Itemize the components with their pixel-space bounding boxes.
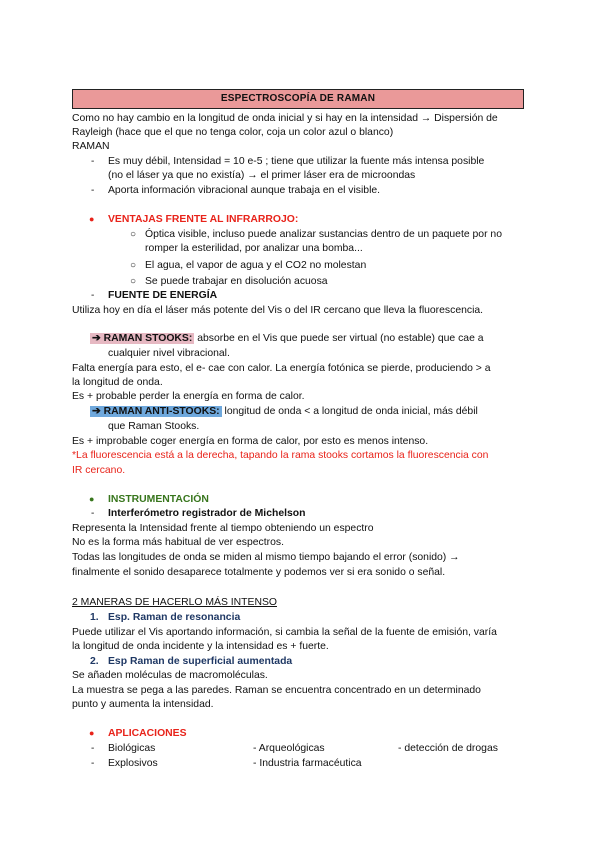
anti-stooks-line-1 bbox=[90, 405, 478, 418]
instrumentacion-line-2: No es la forma más habitual de ver espectros. bbox=[72, 537, 284, 548]
ventajas-item-1-line-2: romper la esterilidad, por analizar una bomba... bbox=[145, 243, 363, 254]
raman-label: RAMAN bbox=[72, 141, 110, 152]
aplicacion-biologicas: Biológicas bbox=[108, 743, 156, 754]
resonancia-line-2: la longitud de onda incidente y la intensidad es + fuerte. bbox=[72, 641, 329, 652]
intro-line-1: Como no hay cambio en la longitud de onda inicial y si hay en la intensidad → Dispersión de bbox=[72, 113, 498, 124]
aplicacion-explosivos: Explosivos bbox=[108, 758, 158, 769]
anti-stooks-para-1: Es + improbable coger energía en forma de calor, por esto es menos intenso. bbox=[72, 436, 429, 447]
circle-bullet: ○ bbox=[130, 276, 137, 287]
dash-bullet: - bbox=[91, 185, 95, 196]
superficial-line-1: Se añaden moléculas de macromoléculas. bbox=[72, 670, 268, 681]
fuente-heading: FUENTE DE ENERGÍA bbox=[108, 290, 218, 301]
instrumentacion-heading: INSTRUMENTACIÓN bbox=[108, 494, 209, 505]
instrumentacion-line-4: finalmente el sonido desaparece totalmente y podemos ver si era sonido o señal. bbox=[72, 567, 446, 578]
michelson-subheading: Interferómetro registrador de Michelson bbox=[108, 508, 306, 519]
aplicacion-industria-farmaceutica: - Industria farmacéutica bbox=[253, 758, 362, 769]
instrumentacion-line-1: Representa la Intensidad frente al tiempo obteniendo un espectro bbox=[72, 523, 374, 534]
anti-stooks-text-1: longitud de onda < a longitud de onda inicial, más débil bbox=[221, 406, 478, 417]
stooks-line-1 bbox=[90, 332, 484, 345]
maneras-number-1: 1. bbox=[90, 612, 99, 623]
aplicacion-arqueologicas: - Arqueológicas bbox=[253, 743, 325, 754]
aplicacion-deteccion-drogas: - detección de drogas bbox=[398, 743, 498, 754]
green-dot-bullet: ● bbox=[89, 494, 95, 504]
superficial-heading: Esp Raman de superficial aumentada bbox=[108, 656, 293, 667]
maneras-heading: 2 MANERAS DE HACERLO MÁS INTENSO bbox=[72, 597, 277, 608]
dash-bullet: - bbox=[91, 758, 95, 769]
ventajas-item-2: El agua, el vapor de agua y el CO2 no molestan bbox=[145, 260, 367, 271]
fluorescence-note-line-2: IR cercano. bbox=[72, 465, 126, 476]
aplicaciones-heading: APLICACIONES bbox=[108, 728, 187, 739]
red-dot-bullet: ● bbox=[89, 728, 95, 738]
circle-bullet: ○ bbox=[130, 229, 137, 240]
ventajas-item-3: Se puede trabajar en disolución acuosa bbox=[145, 276, 328, 287]
raman-anti-stooks-label: ➔ RAMAN ANTI-STOOKS: bbox=[92, 406, 220, 417]
stooks-para-1-line-1: Falta energía para esto, el e- cae con calor. La energía fotónica se pierde, produciendo > a bbox=[72, 363, 491, 374]
resonancia-heading: Esp. Raman de resonancia bbox=[108, 612, 241, 623]
ventajas-heading: VENTAJAS FRENTE AL INFRARROJO: bbox=[108, 214, 299, 225]
raman-stooks-label: ➔ RAMAN STOOKS: bbox=[92, 333, 193, 344]
dash-bullet: - bbox=[91, 290, 95, 301]
anti-stooks-text-2: que Raman Stooks. bbox=[108, 421, 200, 432]
superficial-line-3: punto y aumenta la intensidad. bbox=[72, 699, 214, 710]
stooks-text-2: cualquier nivel vibracional. bbox=[108, 348, 230, 359]
dash-bullet: - bbox=[91, 508, 95, 519]
resonancia-line-1: Puede utilizar el Vis aportando información, si cambia la señal de la fuente de emisión, varía bbox=[72, 627, 497, 638]
page-title: ESPECTROSCOPÍA DE RAMAN bbox=[72, 89, 524, 109]
instrumentacion-line-3: Todas las longitudes de onda se miden al mismo tiempo bajando el error (sonido) → bbox=[72, 552, 460, 563]
red-dot-bullet: ● bbox=[89, 214, 95, 224]
intro-line-2: Rayleigh (hace que el que no tenga color, coja un color azul o blanco) bbox=[72, 127, 394, 138]
ventajas-item-1-line-1: Óptica visible, incluso puede analizar sustancias dentro de un paquete por no bbox=[145, 229, 502, 240]
intro-bullet-1-line-1: Es muy débil, Intensidad = 10 e-5 ; tiene que utilizar la fuente más intensa posible bbox=[108, 156, 485, 167]
dash-bullet: - bbox=[91, 743, 95, 754]
intro-bullet-1-line-2: (no el láser ya que no existía) → el primer láser era de microondas bbox=[108, 170, 416, 181]
fuente-text: Utiliza hoy en día el láser más potente del Vis o del IR cercano que lleva la fluorescencia. bbox=[72, 305, 484, 316]
stooks-para-1-line-2: la longitud de onda. bbox=[72, 377, 163, 388]
intro-bullet-2: Aporta información vibracional aunque trabaja en el visible. bbox=[108, 185, 381, 196]
fluorescence-note-line-1: *La fluorescencia está a la derecha, tapando la rama stooks cortamos la fluorescencia con bbox=[72, 450, 489, 461]
maneras-number-2: 2. bbox=[90, 656, 99, 667]
stooks-text-1: absorbe en el Vis que puede ser virtual (no estable) que cae a bbox=[194, 333, 484, 344]
stooks-para-2: Es + probable perder la energía en forma de calor. bbox=[72, 391, 305, 402]
dash-bullet: - bbox=[91, 156, 95, 167]
circle-bullet: ○ bbox=[130, 260, 137, 271]
superficial-line-2: La muestra se pega a las paredes. Raman se encuentra concentrado en un determinado bbox=[72, 685, 481, 696]
